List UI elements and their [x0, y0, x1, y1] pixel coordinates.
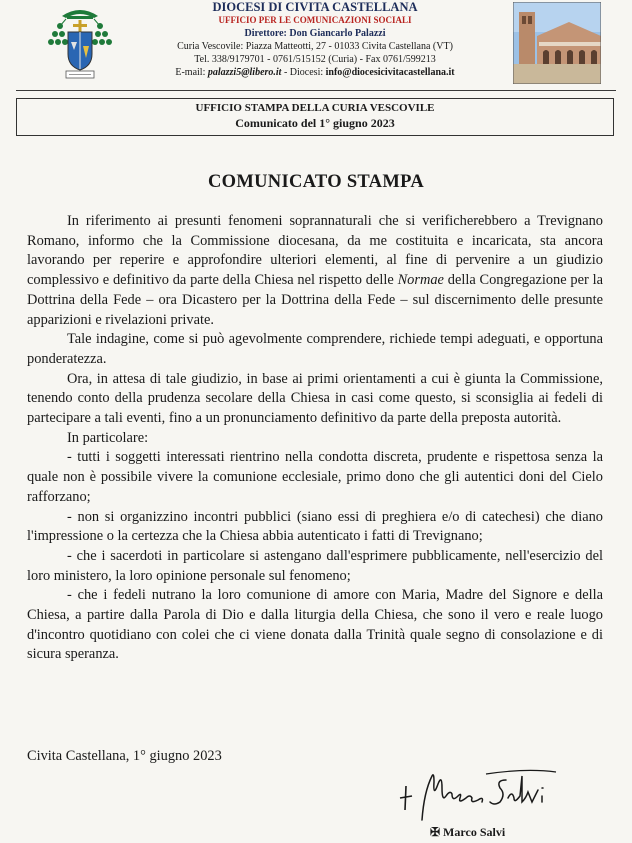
phone-line: Tel. 338/9179701 - 0761/515152 (Curia) - Fax 0761/599213: [194, 54, 436, 65]
bishop-coat-of-arms-icon: [40, 2, 120, 82]
page-title: COMUNICATO STAMPA: [208, 172, 424, 192]
email-separator: - Diocesi:: [281, 67, 326, 78]
cathedral-photo-icon: [513, 2, 601, 84]
letterhead-text: [130, 1, 500, 79]
email-link[interactable]: palazzi5@libero.it: [207, 67, 282, 78]
list-item: - tutti i soggetti interessati rientrino nella condotta discreta, prudente e rispettosa senza la quale non è possibile vivere la comunione ecclesiale, primo dono che gli autentici doni del Cielo rafforzano;: [27, 449, 603, 505]
signer-name: ✠ Marco Salvi: [430, 825, 506, 839]
letterhead: [0, 0, 632, 96]
paragraph-1-text-a: In riferimento ai presunti fenomeni soprannaturali che si verificherebbero a Trevignano Romano, informo che la Commissione diocesana, da me costituita e incaricata, sta ancora lavorando per reperire e approfondire ulteriori elementi, al fine di pervenire a un giudizio complessivo e definitivo da parte della Chiesa nel rispetto delle: [27, 213, 603, 289]
list-item: - che i sacerdoti in particolare si astengano dall'esprimere pubblicamente, nell'esercizio del loro ministero, la loro opinione personale sul fenomeno;: [27, 547, 603, 584]
paragraph-1: [27, 212, 603, 330]
email-label: E-mail:: [175, 67, 208, 78]
diocese-email-link[interactable]: info@diocesicivitacastellana.it: [325, 67, 455, 78]
address: Curia Vescovile: Piazza Matteotti, 27 - 01033 Civita Castellana (VT): [177, 41, 453, 52]
document-body: [27, 212, 603, 665]
place-and-date: Civita Castellana, 1° giugno 2023: [27, 748, 222, 764]
diocese-name: DIOCESI DI CIVITA CASTELLANA: [212, 0, 418, 14]
director-name: Direttore: Don Giancarlo Palazzi: [244, 28, 386, 39]
list-item: - non si organizzino incontri pubblici (siano essi di preghiera e/o di catechesi) che diano l'impressione o la certezza che la Chiesa abbia autenticato i fatti di Trevignano;: [27, 508, 603, 545]
letterhead-divider: [16, 90, 616, 91]
paragraph-1-text-b: della Congregazione per la Dottrina della Fede – ora Dicastero per la Dottrina della Fede – sul discernimento delle presunte apparizioni e rivelazioni private.: [27, 272, 604, 328]
press-office-box: [16, 98, 614, 136]
office-name: UFFICIO PER LE COMUNICAZIONI SOCIALI: [218, 15, 412, 25]
press-office-heading: UFFICIO STAMPA DELLA CURIA VESCOVILE: [195, 102, 435, 114]
paragraph-4: In particolare:: [67, 429, 149, 446]
communique-date: Comunicato del 1° giugno 2023: [235, 116, 395, 130]
list-item: - che i fedeli nutrano la loro comunione di amore con Maria, Madre del Signore e della Chiesa, a partire dalla Parola di Dio e dalla liturgia della Chiesa, che sono il vero e reale luogo d'incontro quotidiano con colei che ci viene donata dalla Trinità quale segno di consolazione e di sicura speranza.: [27, 587, 603, 663]
paragraph-2: Tale indagine, come si può agevolmente comprendere, richiede tempi adeguati, e opportuna ponderatezza.: [27, 331, 603, 367]
handwritten-signature: [386, 762, 571, 824]
normae-term: Normae: [397, 272, 444, 289]
paragraph-3: Ora, in attesa di tale giudizio, in base ai primi orientamenti a cui è giunta la Commissione, tenendo conto della prudenza secolare della Chiesa in casi come questo, si sconsiglia ai fedeli di partecipare a tali eventi, fino a un pronunciamento definitivo da parte della preposta autorità.: [27, 370, 603, 427]
email-line: [130, 66, 500, 79]
